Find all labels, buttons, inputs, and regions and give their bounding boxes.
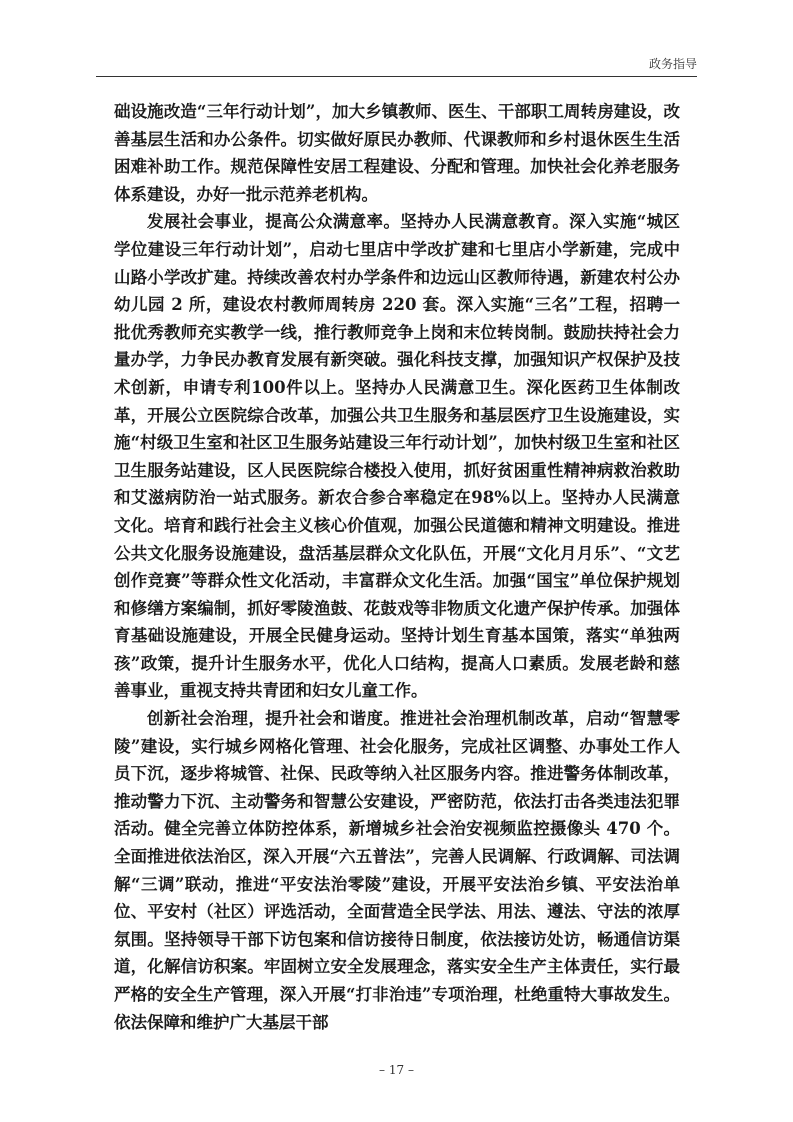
header-rule <box>96 76 697 77</box>
header-title: 政务指导 <box>648 57 697 71</box>
paragraph-social-governance: 创新社会治理，提升社会和谐度。推进社会治理机制改革，启动“智慧零陵”建设，实行城乡网格化管理、社会化服务，完成社区调整、办事处工作人员下沉，逐步将城管、社保、民政等纳入社区服务内容。推进警务体制改革，推动警力下沉、主动警务和智慧公安建设，严密防范，依法打击各类违法犯罪活动。健全完善立体防控体系，新增城乡社会治安视频监控摄像头 470 个。全面推进依法治区，深入开展“六五普法”，完善人民调解、行政调解、司法调解“三调”联动，推进“平安法治零陵”建设，开展平安法治乡镇、平安法治单位、平安村（社区）评选活动，全面营造全民学法、用法、遵法、守法的浓厚氛围。坚持领导干部下访包案和信访接待日制度，依法接访处访，畅通信访渠道，化解信访积案。牢固树立安全发展理念，落实安全生产主体责任，实行最严格的安全生产管理，深入开展“打非治违”专项治理，杜绝重特大事故发生。依法保障和维护广大基层干部 <box>114 709 680 1032</box>
page-number: – 17 – <box>379 1063 414 1077</box>
paragraph-social-affairs: 发展社会事业，提高公众满意率。坚持办人民满意教育。深入实施“城区学位建设三年行动计划”，启动七里店中学改扩建和七里店小学新建，完成中山路小学改扩建。持续改善农村办学条件和边远山区教师待遇，新建农村公办幼儿园 2 所，建设农村教师周转房 220 套。深入实施“三名”工程，招聘一批优秀教师充实教学一线，推行教师竞争上岗和末位转岗制。鼓励扶持社会力量办学，力争民办教育发展有新突破。强化科技支撑，加强知识产权保护及技术创新，申请专利100件以上。坚持办人民满意卫生。深化医药卫生体制改革，开展公立医院综合改革，加强公共卫生服务和基层医疗卫生设施建设，实施“村级卫生室和社区卫生服务站建设三年行动计划”，加快村级卫生室和社区卫生服务站建设，区人民医院综合楼投入使用，抓好贫困重性精神病救治救助和艾滋病防治一站式服务。新农合参合率稳定在98%以上。坚持办人民满意文化。培育和践行社会主义核心价值观，加强公民道德和精神文明建设。推进公共文化服务设施建设，盘活基层群众文化队伍，开展“文化月月乐”、“文艺创作竞赛”等群众性文化活动，丰富群众文化生活。加强“国宝”单位保护规划和修缮方案编制，抓好零陵渔鼓、花鼓戏等非物质文化遗产保护传承。加强体育基础设施建设，开展全民健身运动。坚持计划生育基本国策，落实“单独两孩”政策，提升计生服务水平，优化人口结构，提高人口素质。发展老龄和慈善事业，重视支持共青团和妇女儿童工作。 <box>114 212 680 701</box>
paragraph-continued: 础设施改造“三年行动计划”，加大乡镇教师、医生、干部职工周转房建设，改善基层生活和办公条件。切实做好原民办教师、代课教师和乡村退休医生生活困难补助工作。规范保障性安居工程建设、分配和管理。加快社会化养老服务体系建设，办好一批示范养老机构。 <box>114 102 680 204</box>
body-text <box>114 98 680 1036</box>
